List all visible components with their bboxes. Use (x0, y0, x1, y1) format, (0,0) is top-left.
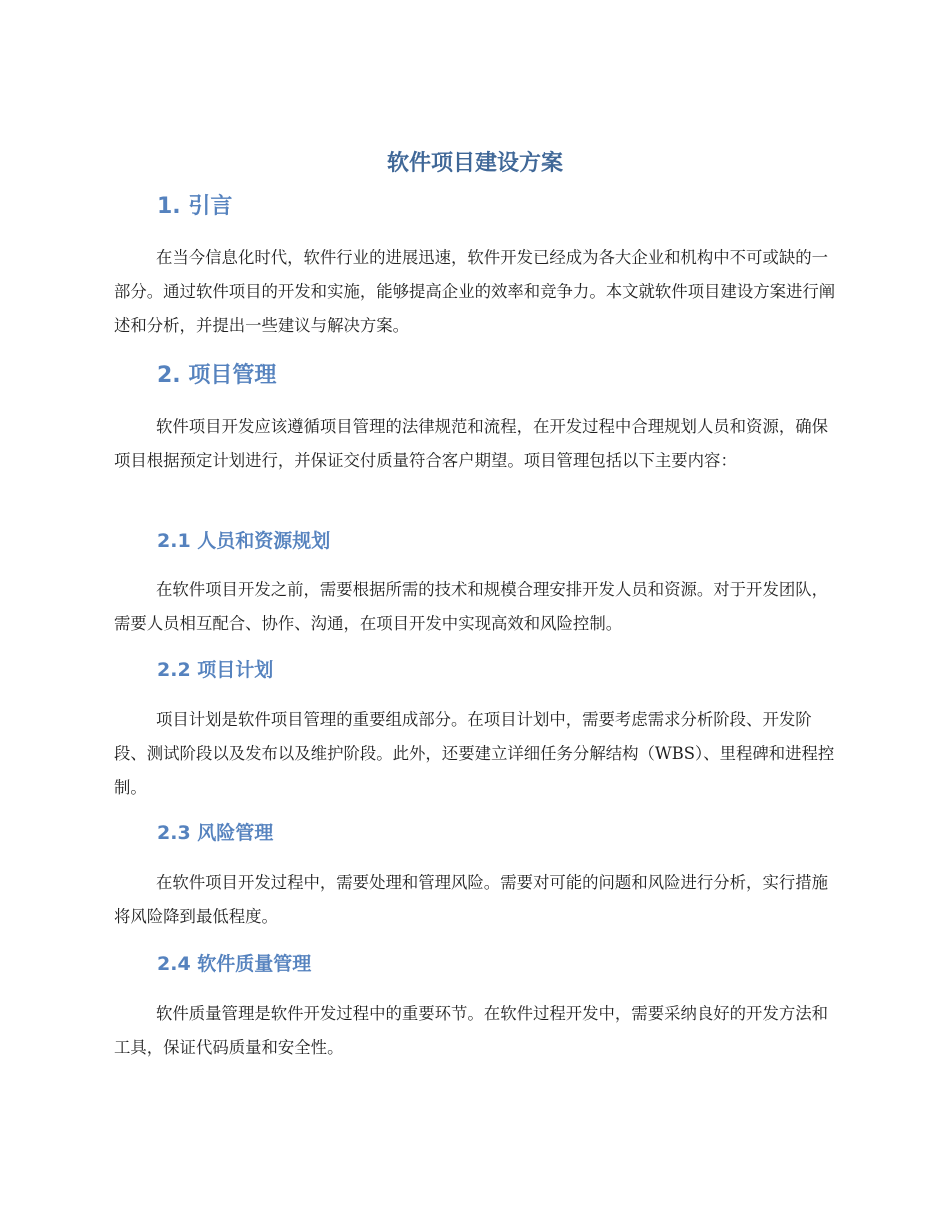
subsection-heading-risk-management: 2.3 风险管理 (157, 822, 274, 844)
document-title: 软件项目建设方案 (386, 151, 563, 176)
section-paragraph-project-management: 软件项目开发应该遵循项目管理的法律规范和流程，在开发过程中合理规划人员和资源，确保项目根据预定计划进行，并保证交付质量符合客户期望。项目管理包括以下主要内容： (114, 417, 829, 470)
section-heading-project-management: 2. 项目管理 (157, 363, 277, 388)
subsection-paragraph-risk-management: 在软件项目开发过程中，需要处理和管理风险。需要对可能的问题和风险进行分析，实行措施将风险降到最低程度。 (114, 873, 829, 926)
subsection-heading-quality-management: 2.4 软件质量管理 (157, 953, 312, 975)
subsection-paragraph-staffing: 在软件项目开发之前，需要根据所需的技术和规模合理安排开发人员和资源。对于开发团队，需要人员相互配合、协作、沟通，在项目开发中实现高效和风险控制。 (114, 580, 829, 633)
subsection-heading-project-plan: 2.2 项目计划 (157, 659, 274, 681)
section-heading-introduction: 1. 引言 (157, 194, 233, 219)
section-paragraph-introduction: 在当今信息化时代，软件行业的进展迅速，软件开发已经成为各大企业和机构中不可或缺的一部分。通过软件项目的开发和实施，能够提高企业的效率和竞争力。本文就软件项目建设方案进行阐述和分析，并提出一些建议与解决方案。 (114, 248, 836, 335)
subsection-paragraph-quality-management: 软件质量管理是软件开发过程中的重要环节。在软件过程开发中，需要采纳良好的开发方法和工具，保证代码质量和安全性。 (114, 1004, 829, 1057)
subsection-paragraph-project-plan: 项目计划是软件项目管理的重要组成部分。在项目计划中，需要考虑需求分析阶段、开发阶段、测试阶段以及发布以及维护阶段。此外，还要建立详细任务分解结构（WBS）、里程碑和进程控制。 (114, 710, 835, 797)
subsection-heading-staffing: 2.1 人员和资源规划 (157, 530, 331, 552)
